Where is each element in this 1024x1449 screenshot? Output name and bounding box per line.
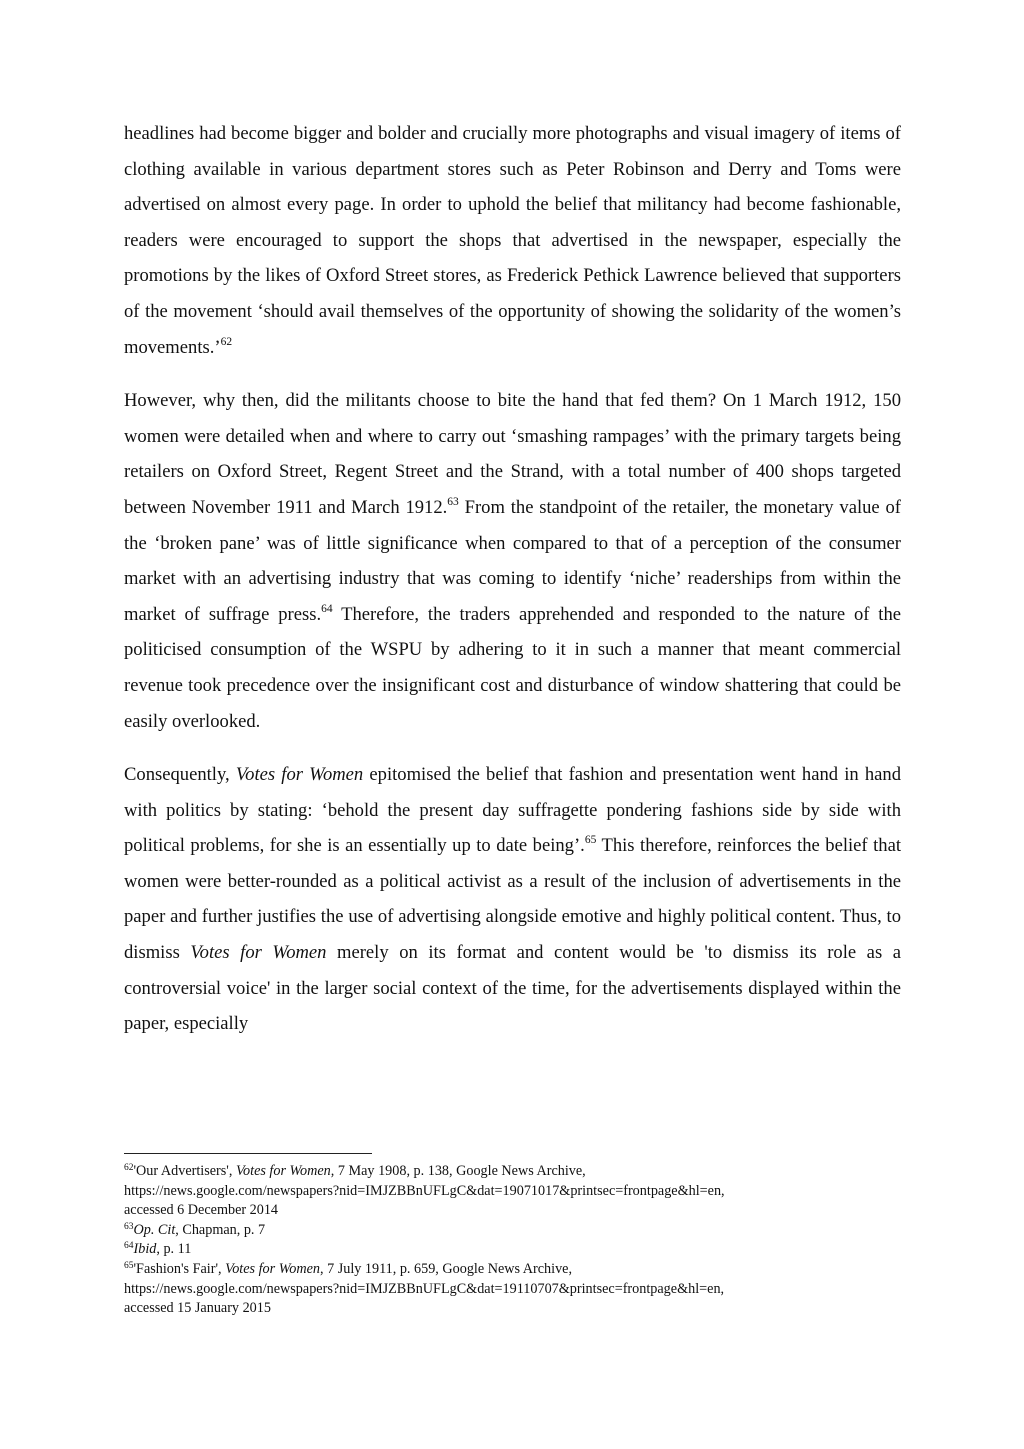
text-run: 7 May 1908, p. 138, Google News Archive, — [334, 1163, 586, 1179]
italic-title: Ibid — [133, 1241, 157, 1258]
italic-title: Votes for Women — [190, 942, 327, 964]
footnote-number: 63 — [124, 1221, 134, 1232]
text-run: Therefore, the traders apprehended and responded to the nature of the politicised consumption of the WSPU by adhering to it in such a manner that meant commercial revenue took precedence over the insignificant cost and disturbance of window shattering that could be easily overlooked. — [124, 603, 902, 732]
footnote-text — [134, 1241, 192, 1257]
text-run: https://news.google.com/newspapers?nid=IMJZBBnUFLgC&dat=19110707&printsec=frontpage&hl=en, — [124, 1280, 725, 1297]
footnote-62 — [124, 1162, 901, 1221]
paragraph-window-smashing — [124, 383, 901, 739]
footnote-number: 65 — [124, 1260, 134, 1271]
footnote-reference: 65 — [584, 834, 597, 847]
footnote-64 — [124, 1240, 901, 1260]
text-run: , Chapman, p. 7 — [175, 1221, 266, 1238]
footnotes — [124, 1162, 901, 1319]
text-run: However, why then, did the militants choose to bite the hand that fed them? On 1 March 1912, 150 women were detailed when and where to carry out ‘smashing rampages’ with the primary targets being retailers on Oxford Street, Regent Street and the Strand, with a total number of 400 shops targeted between November 1911 and March 1912. — [124, 390, 901, 518]
text-run: epitomised the belief that fashion and presentation went hand in hand with politics by stating: ‘behold the present day suffragette pondering fashions side by side with political problems, for she is an essentially up to date being’. — [124, 764, 901, 857]
text-run: 'Our Advertisers', — [133, 1163, 236, 1179]
footnote-number: 64 — [124, 1241, 134, 1252]
footnote-number: 62 — [124, 1163, 134, 1173]
paragraph-fashion-politics — [124, 757, 901, 1042]
footnote-text — [124, 1163, 725, 1218]
text-run: Consequently, — [124, 764, 236, 786]
paragraph-advertising — [124, 116, 901, 365]
footnote-65 — [124, 1260, 901, 1319]
text-run: From the standpoint of the retailer, the monetary value of the ‘broken pane’ was of little significance when compared to that of a perception of the consumer market with an advertising industry that was coming to identify ‘niche’ readerships from within the market of suffrage press. — [124, 496, 901, 625]
text-run: , 7 July 1911, p. 659, Google News Archive, — [319, 1260, 573, 1277]
text-run: , p. 11 — [156, 1241, 192, 1258]
footnote-separator — [124, 1153, 372, 1154]
footnote-reference: 64 — [321, 602, 333, 615]
italic-title: Op. Cit — [133, 1221, 176, 1238]
footnote-reference: 62 — [220, 335, 233, 348]
text-run: This therefore, reinforces the belief that women were better-rounded as a political activist as a result of the inclusion of advertisements in the paper and further justifies the use of advertising alongside emotive and highly political content. Thus, to dismiss — [124, 835, 901, 964]
italic-title: Votes for Women, — [235, 1163, 335, 1179]
text-run: headlines had become bigger and bolder and crucially more photographs and visual imagery of items of clothing available in various department stores such as Peter Robinson and Derry and Toms were advertised on almost every page. In order to uphold the belief that militancy had become fashionable, readers were encouraged to support the shops that advertised in the newspaper, especially the promotions by the likes of Oxford Street stores, as Frederick Pethick Lawrence believed that supporters of the movement ‘should avail themselves of the opportunity of showing the solidarity of the women’s movements.’ — [124, 123, 901, 358]
footnote-text — [134, 1222, 266, 1238]
text-run: accessed 6 December 2014 — [124, 1202, 279, 1219]
footnote-text — [124, 1261, 724, 1316]
text-run: accessed 15 January 2015 — [124, 1300, 271, 1317]
footnote-63 — [124, 1221, 901, 1241]
footnote-reference: 63 — [447, 495, 459, 508]
italic-title: Votes for Women — [225, 1260, 320, 1277]
text-run: merely on its format and content would be 'to dismiss its role as a controversial voice' in the larger social context of the time, for the advertisements displayed within the paper, especially — [124, 942, 901, 1035]
italic-title: Votes for Women — [235, 764, 364, 786]
text-run: https://news.google.com/newspapers?nid=IMJZBBnUFLgC&dat=19071017&printsec=frontpage&hl=en, — [124, 1182, 725, 1199]
text-run: 'Fashion's Fair', — [133, 1260, 226, 1277]
document-body — [124, 116, 901, 1060]
